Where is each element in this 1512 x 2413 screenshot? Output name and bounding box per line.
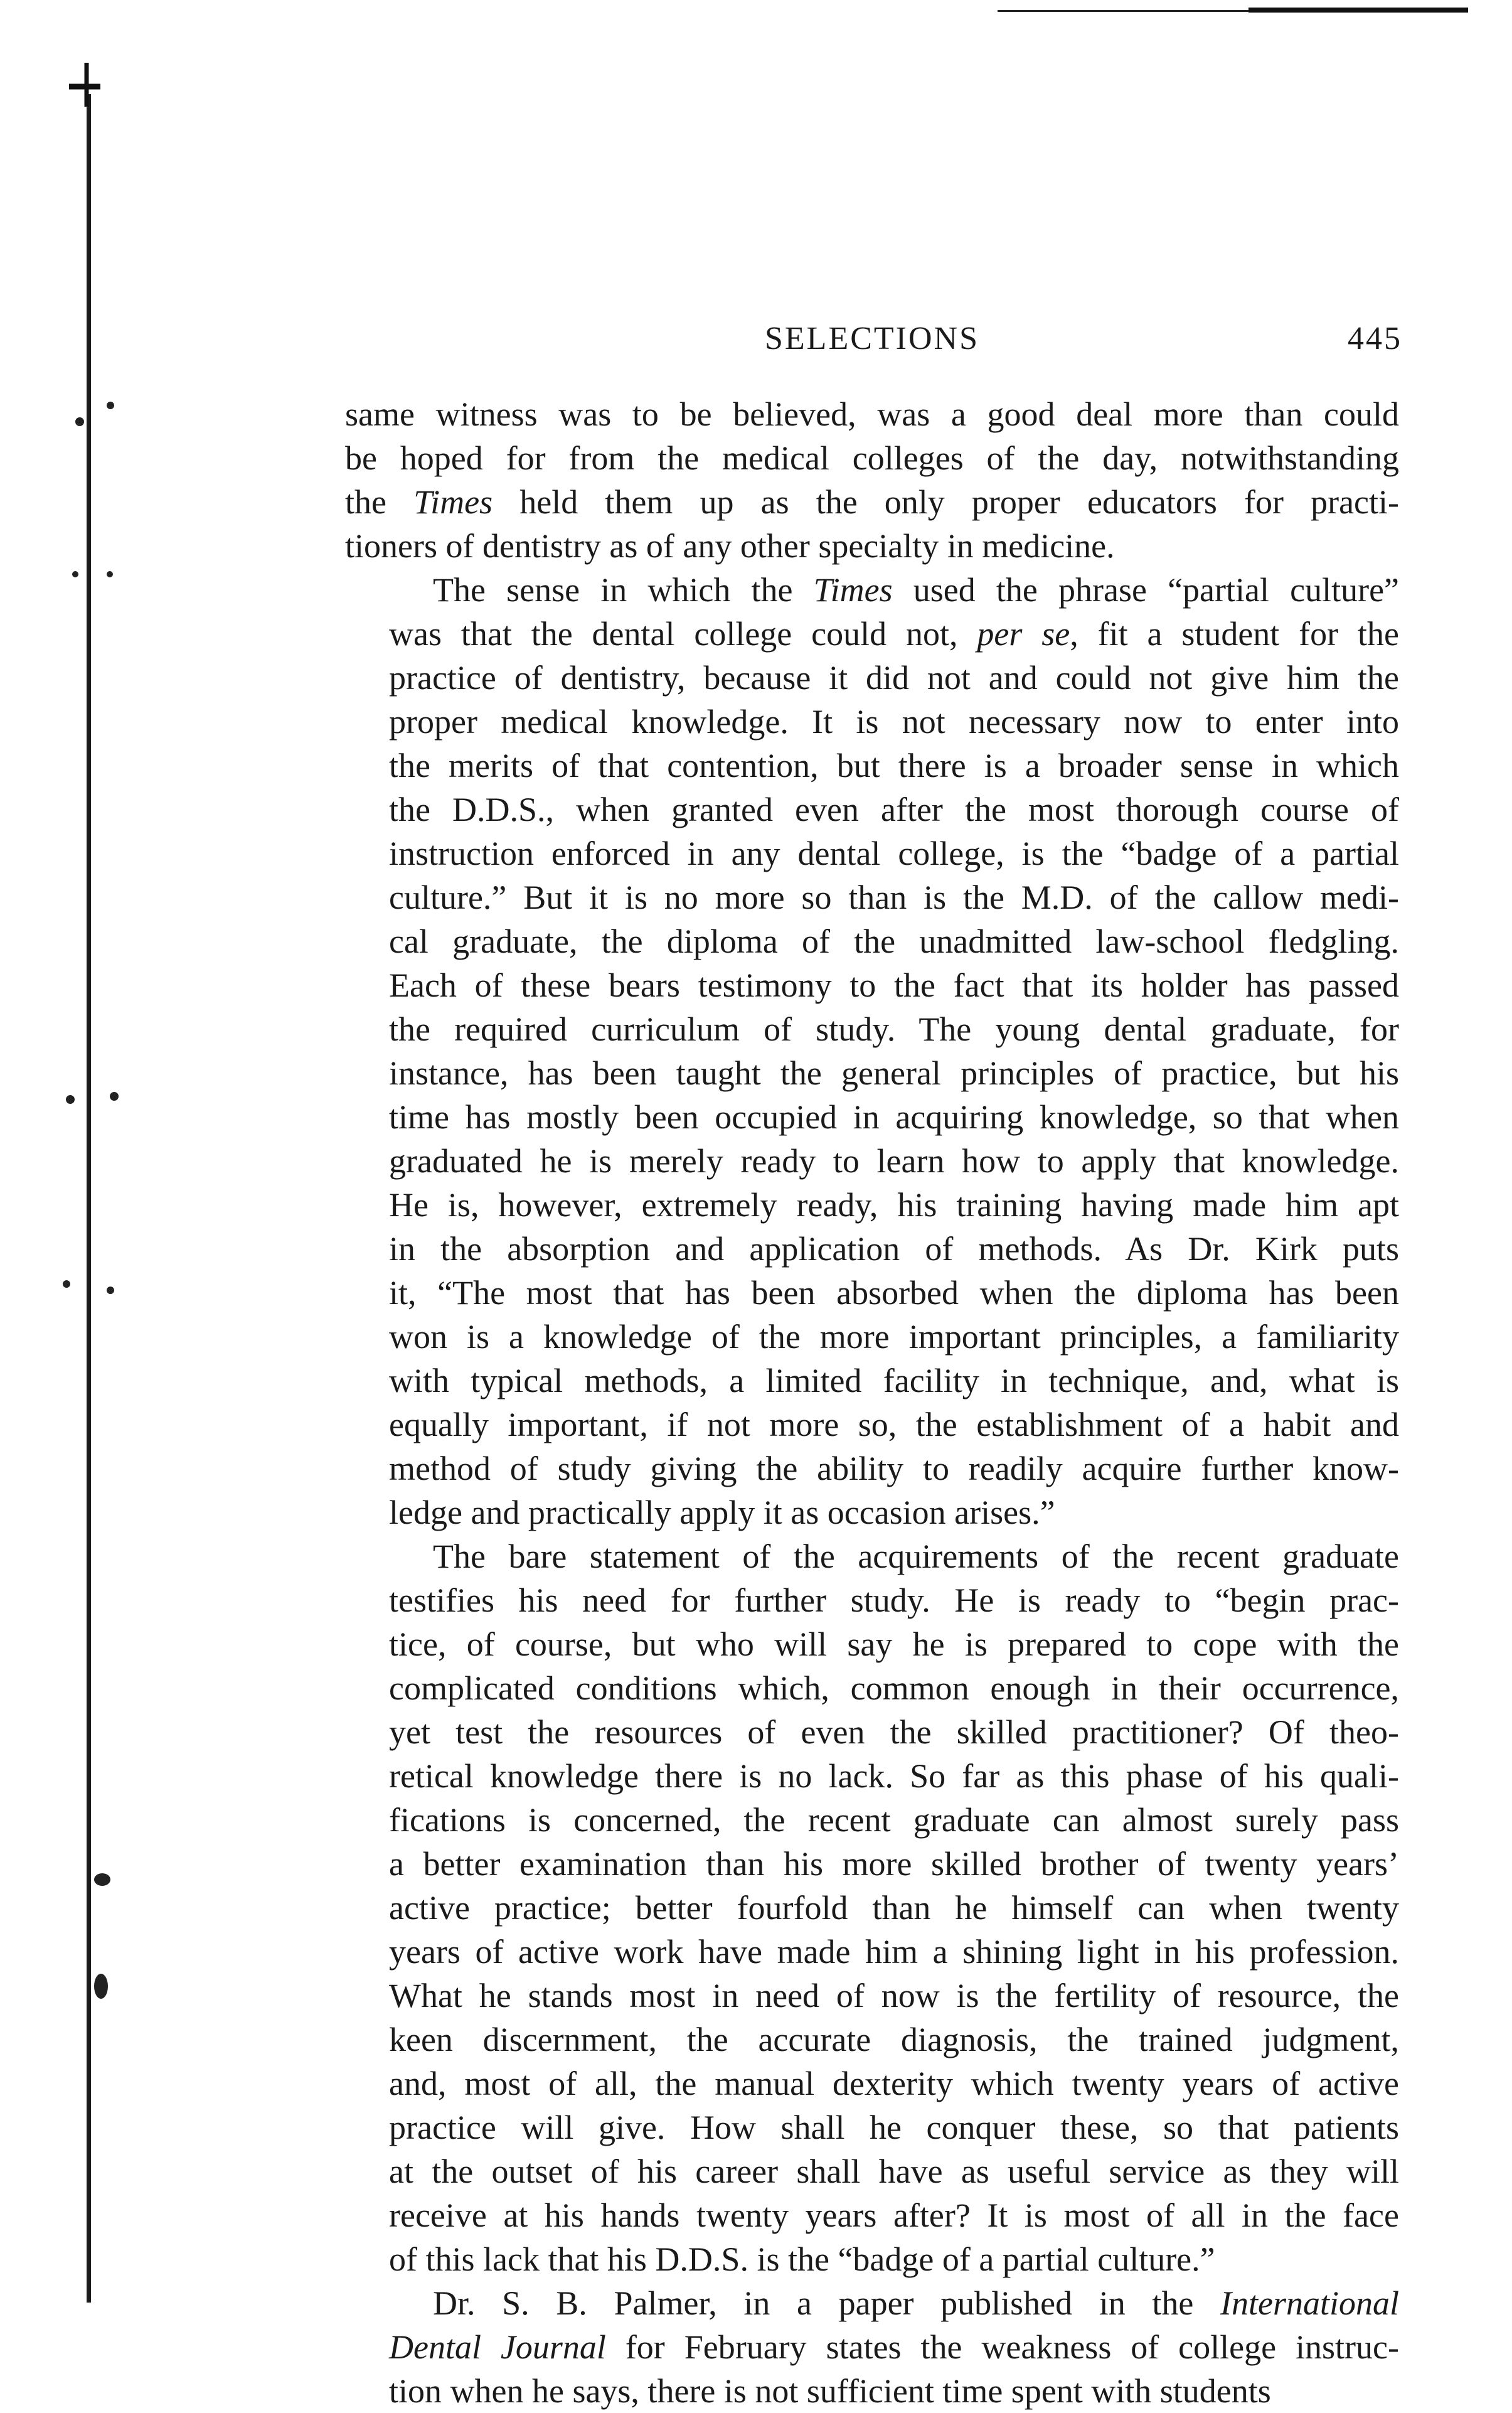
margin-speck xyxy=(66,1095,75,1104)
text-line: be hoped for from the medical colleges of the day, notwithstanding xyxy=(345,439,1399,477)
text-line: time has mostly been occupied in acquiring knowledge, so that when xyxy=(389,1098,1399,1136)
margin-speck xyxy=(107,1287,114,1294)
text-line: proper medical knowledge. It is not necessary now to enter into xyxy=(389,703,1399,741)
text-line: He is, however, extremely ready, his training having made him apt xyxy=(389,1186,1399,1224)
text-line: What he stands most in need of now is the fertility of resource, the xyxy=(389,1977,1399,2014)
text-line: receive at his hands twenty years after? It is most of all in the face xyxy=(389,2196,1399,2234)
text-line: equally important, if not more so, the establishment of a habit and xyxy=(389,1406,1399,1443)
paragraph xyxy=(345,2281,1399,2413)
text-line: with typical methods, a limited facility in technique, and, what is xyxy=(389,1362,1399,1399)
text-line: of this lack that his D.D.S. is the “badge of a partial culture.” xyxy=(389,2240,1215,2278)
binding-edge xyxy=(87,94,91,2303)
text-line: graduated he is merely ready to learn how to apply that knowledge. xyxy=(389,1142,1399,1180)
text-line: tice, of course, but who will say he is prepared to cope with the xyxy=(389,1625,1399,1663)
top-rule-thick xyxy=(1248,8,1468,13)
paragraph xyxy=(345,1534,1399,2281)
paragraph xyxy=(345,568,1399,1534)
text-line: it, “The most that has been absorbed when the diploma has been xyxy=(389,1274,1399,1312)
text-line: Dr. S. B. Palmer, in a paper published in the International xyxy=(433,2284,1399,2322)
text-line: was that the dental college could not, per se, fit a student for the xyxy=(389,615,1399,653)
text-line: the required curriculum of study. The young dental graduate, for xyxy=(389,1010,1399,1048)
text-line: practice of dentistry, because it did not and could not give him the xyxy=(389,659,1399,697)
text-line: instruction enforced in any dental college, is the “badge of a partial xyxy=(389,835,1399,872)
text-line: practice will give. How shall he conquer these, so that patients xyxy=(389,2109,1399,2146)
text-line: retical knowledge there is no lack. So far as this phase of his quali- xyxy=(389,1757,1399,1795)
text-line: in the absorption and application of methods. As Dr. Kirk puts xyxy=(389,1230,1399,1268)
text-line: same witness was to be believed, was a good deal more than could xyxy=(345,395,1399,433)
text-line: The sense in which the Times used the phrase “partial culture” xyxy=(433,571,1400,609)
text-line: Each of these bears testimony to the fact that its holder has passed xyxy=(389,966,1399,1004)
running-head-title: SELECTIONS xyxy=(765,321,979,356)
text-line: keen discernment, the accurate diagnosis, the trained judgment, xyxy=(389,2021,1399,2058)
text-line: the Times held them up as the only proper educators for practi- xyxy=(345,483,1399,521)
text-line: complicated conditions which, common enough in their occurrence, xyxy=(389,1669,1399,1707)
text-line: instance, has been taught the general principles of practice, but his xyxy=(389,1054,1399,1092)
margin-speck xyxy=(107,571,113,577)
text-line: fications is concerned, the recent graduate can almost surely pass xyxy=(389,1801,1399,1839)
text-line: the D.D.S., when granted even after the most thorough course of xyxy=(389,791,1399,828)
text-line: and, most of all, the manual dexterity which twenty years of active xyxy=(389,2065,1399,2102)
body-text xyxy=(345,392,1399,2413)
text-line: The bare statement of the acquirements of the recent graduate xyxy=(433,1538,1399,1575)
margin-speck xyxy=(107,402,114,409)
text-line: yet test the resources of even the skilled practitioner? Of theo- xyxy=(389,1713,1399,1751)
text-line: culture.” But it is no more so than is the M.D. of the callow medi- xyxy=(389,879,1399,916)
text-line: testifies his need for further study. He is ready to “begin prac- xyxy=(389,1581,1399,1619)
margin-speck xyxy=(63,1280,70,1288)
paragraph xyxy=(345,392,1399,568)
text-line: a better examination than his more skilled brother of twenty years’ xyxy=(389,1845,1399,1883)
text-line: tioners of dentistry as of any other specialty in medicine. xyxy=(345,527,1115,565)
text-line: Dental Journal for February states the weakness of college instruc- xyxy=(389,2328,1399,2366)
text-line: years of active work have made him a shining light in his profession. xyxy=(389,1933,1399,1971)
text-line: cal graduate, the diploma of the unadmitted law-school fledgling. xyxy=(389,923,1399,960)
margin-speck xyxy=(75,417,84,426)
margin-speck xyxy=(94,1873,110,1886)
text-line: won is a knowledge of the more important principles, a familiarity xyxy=(389,1318,1399,1356)
text-line: tion when he says, there is not sufficient time spent with students xyxy=(389,2372,1271,2410)
text-line: the merits of that contention, but there is a broader sense in which xyxy=(389,747,1399,784)
text-line: ledge and practically apply it as occasion arises.” xyxy=(389,1494,1055,1531)
margin-speck xyxy=(110,1092,119,1101)
text-line: method of study giving the ability to readily acquire further know- xyxy=(389,1450,1399,1487)
running-head xyxy=(342,320,1402,364)
margin-speck xyxy=(72,571,78,577)
text-line: at the outset of his career shall have as useful service as they will xyxy=(389,2153,1399,2190)
margin-speck xyxy=(94,1974,108,1999)
binding-cross-mark xyxy=(63,63,107,107)
page-number: 445 xyxy=(1348,321,1402,356)
text-line: active practice; better fourfold than he himself can when twenty xyxy=(389,1889,1399,1927)
